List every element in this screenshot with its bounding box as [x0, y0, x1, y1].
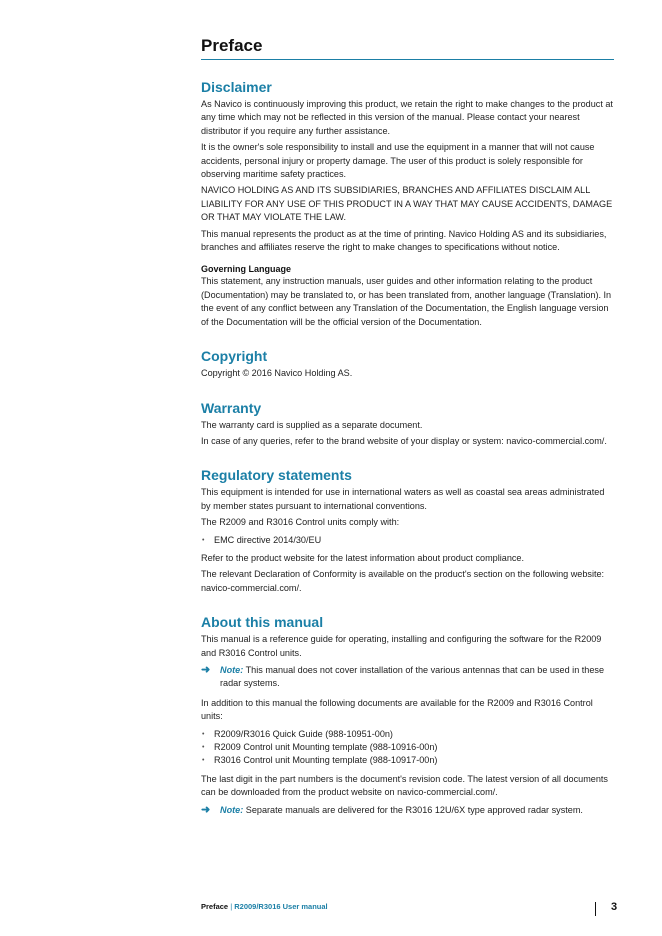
page-content — [201, 36, 614, 823]
note-callout — [201, 804, 614, 817]
governing-language-text: This statement, any instruction manuals, user guides and other information relating to the product (Documentation) may be translated to, or has been translated from, another language (Translation). In the event of any conflict between any Translation of the Documentation, the English language version of the Documentation will be the official version of the Documentation. — [201, 276, 612, 327]
regulatory-declaration: The relevant Declaration of Conformity is available on the product's section on the following website: navico-commercial.com/. — [201, 569, 605, 593]
disclaimer-section — [201, 79, 614, 329]
disclaimer-heading: Disclaimer — [201, 79, 272, 95]
footer-separator: | — [230, 902, 233, 911]
copyright-text: Copyright © 2016 Navico Holding AS. — [201, 368, 353, 379]
note-body — [220, 804, 583, 817]
note-callout — [201, 664, 614, 691]
arrow-right-icon: ➜ — [201, 663, 211, 676]
warranty-paragraph: The warranty card is supplied as a separate document. — [201, 419, 423, 430]
copyright-heading: Copyright — [201, 348, 268, 365]
footer-divider — [595, 902, 596, 916]
note-label: Note: — [220, 804, 244, 815]
note-body — [220, 664, 614, 691]
note-label: Note: — [220, 664, 244, 675]
note-text: This manual does not cover installation of the various antennas that can be used in these radar systems. — [220, 664, 605, 689]
page-footer — [201, 902, 328, 911]
disclaimer-paragraph: NAVICO HOLDING AS AND ITS SUBSIDIARIES, BRANCHES AND AFFILIATES DISCLAIM ALL LIABILITY FOR ANY USE OF THIS PRODUCT IN A WAY THAT MAY CAUSE ACCIDENTS, DAMAGE OR THAT MAY VIOLATE THE LAW. — [201, 185, 613, 223]
page-number: 3 — [611, 901, 618, 913]
disclaimer-paragraph: This manual represents the product as at the time of printing. Navico Holding AS and its subsidiaries, branches and affiliates reserve the right to make changes to specifications without notice. — [201, 228, 607, 253]
footer-section: Preface — [201, 902, 229, 911]
list-item: • R3016 Control unit Mounting template (988-10917-00n) — [201, 754, 614, 767]
about-addition: In addition to this manual the following documents are available for the R2009 and R3016 Control units: — [201, 697, 593, 722]
warranty-paragraph: In case of any queries, refer to the brand website of your display or system: navico-commercial.com/. — [201, 435, 607, 446]
regulatory-intro: This equipment is intended for use in international waters as well as coastal sea areas administrated by member states pursuant to international conventions. — [201, 487, 605, 511]
regulatory-list — [201, 534, 614, 547]
list-item: • R2009 Control unit Mounting template (988-10916-00n) — [201, 741, 614, 754]
page-title: Preface — [201, 36, 614, 60]
warranty-section — [201, 400, 614, 449]
copyright-section — [201, 348, 614, 380]
governing-language-heading: Governing Language — [201, 264, 292, 275]
footer-doc-title: R2009/R3016 User manual — [234, 902, 328, 911]
disclaimer-paragraph: As Navico is continuously improving this product, we retain the right to make changes to the product at any time which may not be reflected in this version of the manual. Please contact your nearest distributor if you require any further assistance. — [201, 99, 613, 136]
about-last-digit: The last digit in the part numbers is the document's revision code. The latest version of all documents can be downloaded from the product website on navico-commercial.com/. — [201, 773, 608, 798]
about-section — [201, 614, 614, 817]
disclaimer-paragraph: It is the owner's sole responsibility to install and use the equipment in a manner that will not cause accidents, personal injury or property damage. The user of this product is solely responsible for observing maritime safety practices. — [201, 142, 595, 180]
note-text: Separate manuals are delivered for the R3016 12U/6X type approved radar system. — [243, 804, 583, 815]
warranty-heading: Warranty — [201, 399, 262, 416]
list-item: • R2009/R3016 Quick Guide (988-10951-00n) — [201, 728, 614, 741]
regulatory-section — [201, 467, 614, 595]
list-item: • EMC directive 2014/30/EU — [201, 534, 614, 547]
documents-list — [201, 728, 614, 768]
about-intro: This manual is a reference guide for operating, installing and configuring the software for the R2009 and R3016 Control units. — [201, 634, 602, 658]
regulatory-refer: Refer to the product website for the latest information about product compliance. — [201, 552, 525, 563]
regulatory-comply: The R2009 and R3016 Control units comply with: — [201, 517, 400, 528]
regulatory-heading: Regulatory statements — [201, 467, 352, 484]
arrow-right-icon: ➜ — [201, 803, 211, 816]
about-heading: About this manual — [201, 614, 324, 631]
